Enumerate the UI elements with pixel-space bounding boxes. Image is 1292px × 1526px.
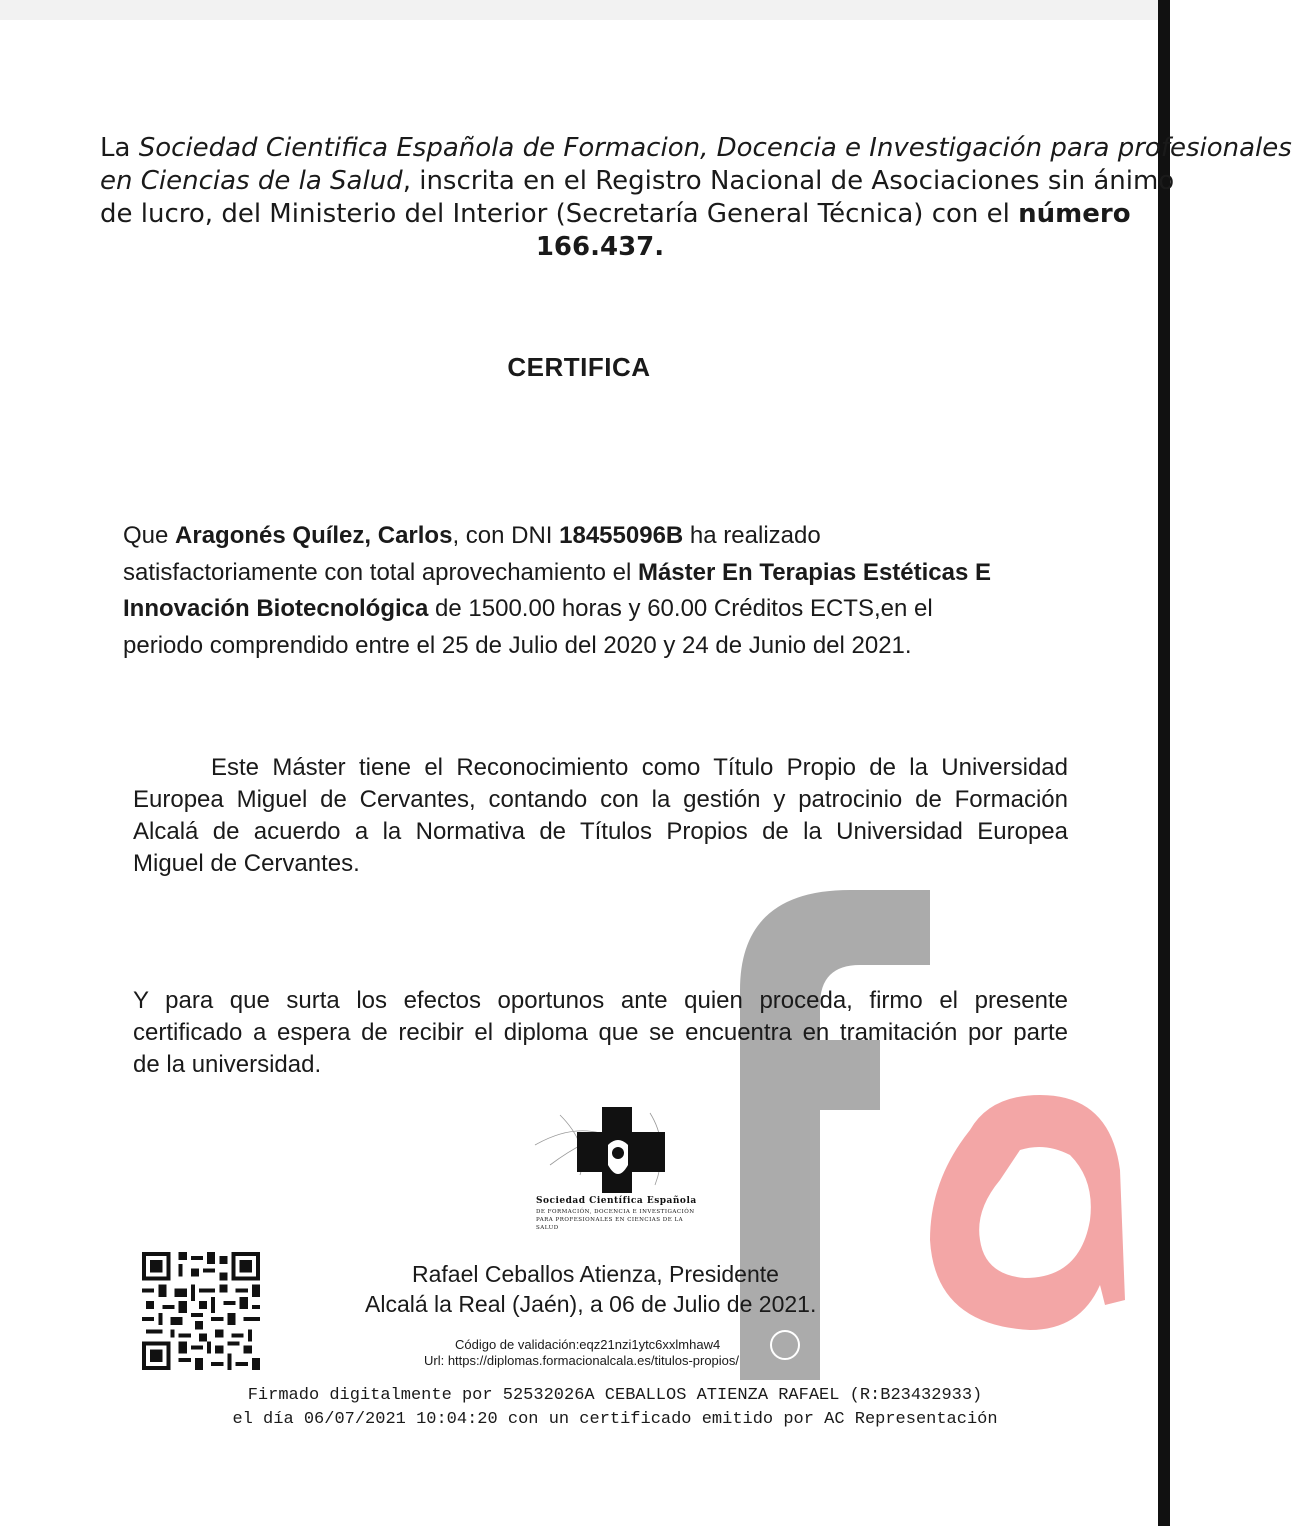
- scrollbar-track[interactable]: [1158, 0, 1170, 1526]
- para2-line2: Europea Miguel de Cervantes, contando con la gestión y patrocinio de Formación: [133, 786, 1068, 813]
- validation-code: Código de validación:eqz21nzi1ytc6xxlmhaw4: [455, 1337, 721, 1352]
- seal-subtitle-line1: DE FORMACIÓN, DOCENCIA E INVESTIGACIÓN: [536, 1209, 695, 1215]
- para1-line1-end: ha realizado: [683, 522, 821, 549]
- recognition-paragraph: [133, 752, 1068, 880]
- master-title-part1: Máster En Terapias Estéticas E: [637, 558, 992, 586]
- para3-line3: de la universidad.: [133, 1051, 322, 1078]
- registry-label: número: [1018, 199, 1131, 229]
- hours-credits: de 1500.00 horas y 60.00 Créditos ECTS,en el: [428, 595, 933, 622]
- validation-url[interactable]: Url: https://diplomas.formacionalcala.es/titulos-propios/: [424, 1353, 740, 1368]
- society-name-part1: Sociedad Cientifica Española de Formacion, Docencia e Investigación para profesionales: [138, 133, 1292, 163]
- certifica-title: CERTIFICA: [507, 352, 651, 382]
- society-header: [100, 132, 1292, 264]
- para2-line3: Alcalá de acuerdo a la Normativa de Títulos Propios de la Universidad Europea: [133, 818, 1068, 845]
- dni-label: , con DNI: [452, 522, 560, 549]
- header-line2: , inscrita en el Registro Nacional de Asociaciones sin ánimo: [402, 166, 1175, 196]
- digital-signature-line2: el día 06/07/2021 10:04:20 con un certificado emitido por AC Representación: [232, 1410, 998, 1429]
- certification-paragraph: [123, 518, 1083, 664]
- digital-signature-line1: Firmado digitalmente por 52532026A CEBALLOS ATIENZA RAFAEL (R:B23432933): [247, 1386, 983, 1405]
- society-name-part2: en Ciencias de la Salud: [100, 166, 403, 196]
- seal-subtitle: [536, 1208, 706, 1232]
- watermark-a-letter: [930, 1095, 1125, 1330]
- header-line3: de lucro, del Ministerio del Interior (Secretaría General Técnica) con el: [100, 199, 1019, 229]
- header-prefix: La: [100, 133, 139, 163]
- para2-line1: Este Máster tiene el Reconocimiento como Título Propio de la Universidad: [211, 754, 1068, 781]
- para3-line1: Y para que surta los efectos oportunos ante quien proceda, firmo el presente: [133, 987, 1068, 1014]
- student-name: Aragonés Quílez, Carlos: [175, 522, 453, 549]
- seal-title: Sociedad Científica Española: [536, 1196, 697, 1206]
- para2-line4: Miguel de Cervantes.: [133, 850, 360, 877]
- digital-signature-stamp: [130, 1384, 1100, 1432]
- registry-number: 166.437.: [535, 232, 665, 262]
- seal-subtitle-line2: PARA PROFESIONALES EN CIENCIAS DE LA SALUD: [536, 1217, 684, 1231]
- signature-place-date: Alcalá la Real (Jaén), a 06 de Julio de 2021.: [365, 1291, 817, 1317]
- period-text: periodo comprendido entre el 25 de Julio del 2020 y 24 de Junio del 2021.: [123, 631, 912, 659]
- para1-line2: satisfactoriamente con total aprovechamiento el: [123, 558, 638, 586]
- dni-number: 18455096B: [559, 522, 684, 549]
- validation-qr-code-icon[interactable]: [142, 1252, 260, 1370]
- signatory-name: Rafael Ceballos Atienza, Presidente: [412, 1261, 779, 1287]
- para3-line2: certificado a espera de recibir el diploma que se encuentra en tramitación por parte: [133, 1019, 1068, 1046]
- para1-que: Que: [123, 522, 176, 549]
- closing-paragraph: [133, 985, 1068, 1081]
- master-title-part2: Innovación Biotecnológica: [123, 595, 429, 622]
